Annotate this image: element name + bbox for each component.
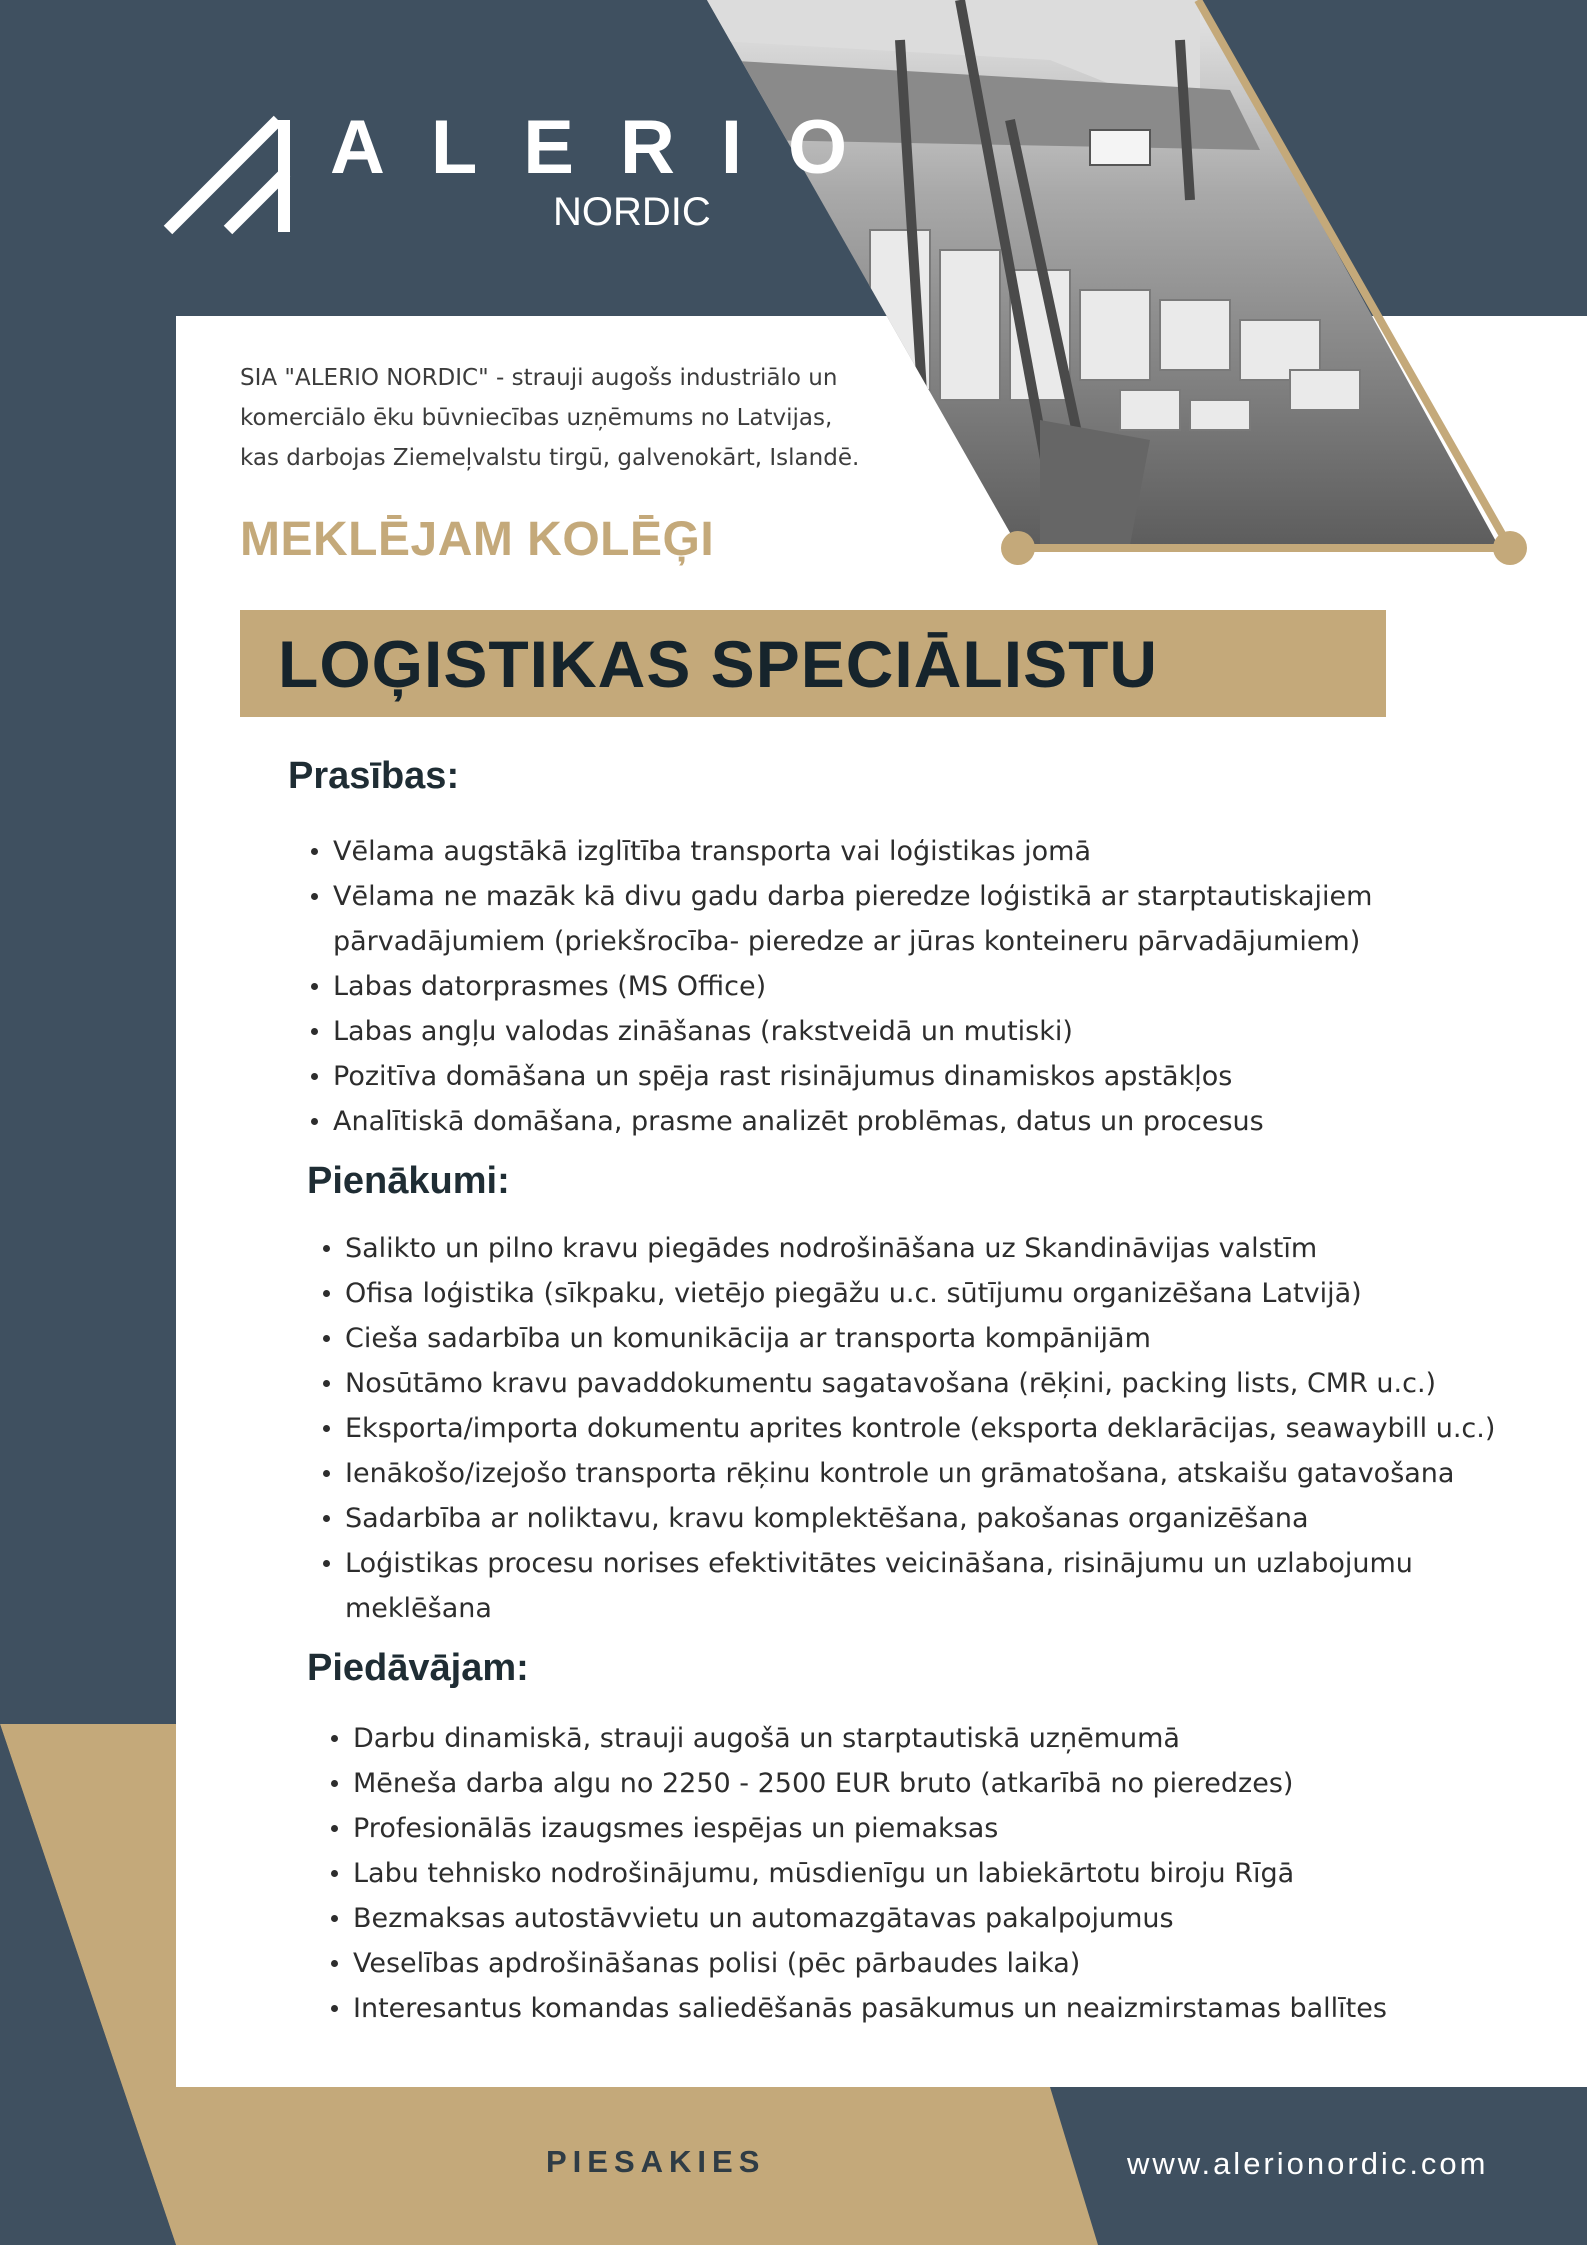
tagline: MEKLĒJAM KOLĒĢI (240, 513, 715, 566)
website-link[interactable]: www.alerionordic.com (1127, 2146, 1489, 2181)
list-item: Labas angļu valodas zināšanas (rakstveidā un mutiski) (310, 1009, 1372, 1054)
requirements-heading: Prasības: (288, 755, 460, 797)
intro-line: SIA "ALERIO NORDIC" - strauji augošs industriālo un (240, 365, 838, 391)
list-item: pārvadājumiem (priekšrocība- pieredze ar jūras konteineru pārvadājumiem) (333, 926, 1361, 957)
position-title: LOĢISTIKAS SPECIĀLISTU (278, 627, 1159, 701)
list-item: Loģistikas procesu norises efektivitātes veicināšana, risinājumu un uzlabojumu (322, 1541, 1495, 1586)
requirements-list (310, 829, 1372, 1144)
position-title-bar (240, 610, 1386, 717)
list-item: Ofisa loģistika (sīkpaku, vietējo piegāžu u.c. sūtījumu organizēšana Latvijā) (322, 1271, 1495, 1316)
list-item: Labu tehnisko nodrošinājumu, mūsdienīgu un labiekārtotu biroju Rīgā (330, 1851, 1387, 1896)
list-item: Cieša sadarbība un komunikācija ar transporta kompānijām (322, 1316, 1495, 1361)
list-item: Salikto un pilno kravu piegādes nodrošināšana uz Skandināvijas valstīm (322, 1226, 1495, 1271)
list-item: Sadarbība ar noliktavu, kravu komplektēšana, pakošanas organizēšana (322, 1496, 1495, 1541)
intro-line: kas darbojas Ziemeļvalstu tirgū, galvenokārt, Islandē. (240, 445, 860, 471)
list-item: Eksporta/importa dokumentu aprites kontrole (eksporta deklarācijas, seawaybill u.c.) (322, 1406, 1495, 1451)
list-item: Profesionālās izaugsmes iespējas un piemaksas (330, 1806, 1387, 1851)
duties-heading: Pienākumi: (307, 1160, 510, 1202)
list-item: Mēneša darba algu no 2250 - 2500 EUR bruto (atkarībā no pieredzes) (330, 1761, 1387, 1806)
list-item: Pozitīva domāšana un spēja rast risinājumus dinamiskos apstākļos (310, 1054, 1372, 1099)
offer-list (330, 1716, 1387, 2031)
list-item: Bezmaksas autostāvvietu un automazgātavas pakalpojumus (330, 1896, 1387, 1941)
frame-dot-left (1001, 531, 1035, 565)
list-item: Analītiskā domāšana, prasme analizēt problēmas, datus un procesus (310, 1099, 1372, 1144)
list-item: Vēlama augstākā izglītība transporta vai loģistikas jomā (310, 829, 1372, 874)
list-item: meklēšana (345, 1593, 492, 1624)
brand-name: ALERIO (330, 105, 894, 190)
list-item: Ienākošo/izejošo transporta rēķinu kontrole un grāmatošana, atskaišu gatavošana (322, 1451, 1495, 1496)
duties-list (322, 1226, 1495, 1631)
intro-line: komerciālo ēku būvniecības uzņēmums no Latvijas, (240, 405, 833, 431)
offer-heading: Piedāvājam: (307, 1647, 529, 1689)
list-item: Vēlama ne mazāk kā divu gadu darba pieredze loģistikā ar starptautiskajiem (310, 874, 1372, 919)
logo-mark (168, 120, 286, 232)
list-item: Interesantus komandas saliedēšanās pasākumus un neaizmirstamas ballītes (330, 1986, 1387, 2031)
list-item: Labas datorprasmes (MS Office) (310, 964, 1372, 1009)
apply-cta[interactable]: PIESAKIES (546, 2144, 766, 2179)
company-intro (240, 358, 940, 478)
brand-sub: NORDIC (553, 190, 711, 234)
list-item: Darbu dinamiskā, strauji augošā un starptautiskā uzņēmumā (330, 1716, 1387, 1761)
list-item: Veselības apdrošināšanas polisi (pēc pārbaudes laika) (330, 1941, 1387, 1986)
list-item: Nosūtāmo kravu pavaddokumentu sagatavošana (rēķini, packing lists, CMR u.c.) (322, 1361, 1495, 1406)
frame-dot-right (1493, 531, 1527, 565)
